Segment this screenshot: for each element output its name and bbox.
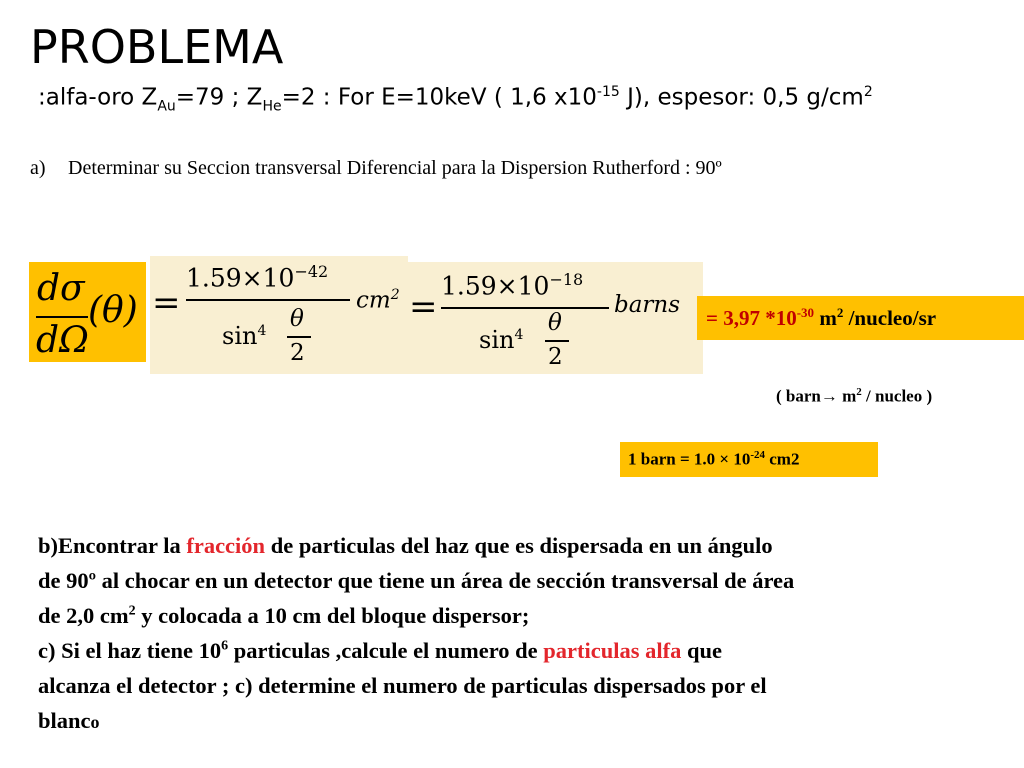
subtitle-sq: 2: [863, 84, 873, 100]
barn-note-close: / nucleo ): [861, 386, 933, 406]
item-a-marker: a): [30, 157, 46, 179]
part-c-line-2: alcanza el detector ; c) determine el numero de particulas dispersados por el: [38, 673, 767, 698]
formula-den1-two: 2: [290, 340, 305, 366]
formula-num2-mantissa: 1.59: [441, 271, 497, 301]
barn-box-suffix: cm: [765, 449, 791, 469]
formula-den2-half-line: [545, 340, 569, 342]
formula-lhs-fraction-line: [36, 316, 88, 318]
barn-note: [776, 386, 932, 407]
part-b-line-3-pre: de 2,0 cm: [38, 603, 129, 628]
formula-den2-theta: θ: [548, 310, 562, 336]
result-exp: -30: [796, 305, 815, 320]
formula-num1-mantissa: 1.59: [186, 263, 242, 293]
subtitle-au-sub: Au: [157, 98, 176, 115]
part-b-line-3: [38, 598, 1008, 633]
formula-den1-half-line: [287, 336, 311, 338]
part-b-line-1: [38, 528, 1008, 563]
formula-den1-pow: 4: [257, 323, 267, 339]
formula-theta-arg: (θ): [88, 290, 138, 331]
result-suffix: /nucleo/sr: [843, 306, 937, 330]
formula-den1-sin: [222, 322, 266, 350]
barn-note-open: ( barn→ m: [776, 386, 857, 406]
formula-num1-times: ×: [241, 263, 263, 293]
formula-d-omega: dΩ: [36, 320, 89, 361]
part-b-line-3-sq: 2: [128, 603, 136, 619]
part-c-line-1-exp: 6: [221, 638, 229, 654]
part-b-line-2: de 90º al chocar en un detector que tiene un área de sección transversal de área: [38, 568, 795, 593]
result-prefix: = 3,97 *10: [706, 306, 797, 330]
part-c-line-1: [38, 633, 1008, 668]
part-c-line-1-pre: c) Si el haz tiene 10: [38, 638, 222, 663]
part-b-text: [38, 528, 1008, 740]
barn-box-prefix: 1 barn = 1.0 × 10: [628, 449, 751, 469]
formula-d-sigma: dσ: [37, 268, 85, 309]
part-b-line-3-post: y colocada a 10 cm del bloque dispersor;: [135, 603, 530, 628]
formula-fraction-line-2: [441, 307, 609, 309]
formula-num2-exp: −18: [549, 270, 584, 289]
formula-den2-sin-label: sin: [479, 326, 515, 354]
barn-conversion-text: [628, 449, 799, 470]
formula-unit1-label: cm: [356, 287, 391, 314]
formula-num2: [441, 270, 583, 300]
subtitle-prefix: :alfa-oro Z: [38, 84, 158, 111]
subtitle-mid: J), espesor: 0,5 g/cm: [619, 84, 864, 111]
formula-equals-2: =: [409, 287, 438, 327]
result-unit-exp: 2: [836, 305, 844, 320]
subtitle-exp: -15: [596, 84, 620, 100]
highlight-fraccion: fracción: [186, 533, 266, 558]
formula-num1-exp: −42: [294, 262, 329, 281]
formula-num1-base: 10: [262, 263, 295, 293]
formula-unit1-exp: 2: [390, 287, 400, 303]
formula-num1: [186, 262, 328, 292]
part-c-line-3-main: blanc: [38, 708, 91, 733]
part-b-line-1-pre: b)Encontrar la: [38, 533, 187, 558]
part-c-line-3-last: o: [90, 712, 100, 732]
formula-equals-1: =: [152, 283, 181, 323]
formula-den1-sin-label: sin: [222, 322, 258, 350]
item-a: [30, 157, 722, 180]
formula-num2-times: ×: [496, 271, 518, 301]
formula-den2-pow: 4: [514, 327, 524, 343]
barn-box-exp: -24: [750, 449, 766, 461]
part-c-line-3: [38, 703, 1008, 740]
highlight-particulas-alfa: particulas alfa: [543, 638, 682, 663]
result-text: [706, 305, 936, 331]
subtitle-he-sub: He: [262, 98, 282, 115]
formula-den1-theta: θ: [290, 306, 304, 332]
formula-den2-sin: [479, 326, 523, 354]
result-unit: m: [814, 306, 837, 330]
subtitle-he-val: =2 : For E=10keV ( 1,6 x10: [281, 84, 597, 111]
barn-note-exp: 2: [856, 386, 862, 398]
formula-fraction-line-1: [186, 299, 350, 301]
formula-unit2: barns: [614, 292, 681, 318]
subtitle-au-val: =79 ; Z: [175, 84, 263, 111]
part-c-line-1-post: que: [681, 638, 723, 663]
formula-den2-two: 2: [548, 344, 563, 370]
page-title: PROBLEMA: [30, 20, 284, 74]
problem-subtitle: [38, 84, 873, 114]
part-c-line-1-mid: particulas ,calcule el numero de: [228, 638, 544, 663]
item-a-text: Determinar su Seccion transversal Diferencial para la Dispersion Rutherford : 90º: [68, 157, 722, 179]
part-b-line-1-post: de particulas del haz que es dispersada en un ángulo: [265, 533, 773, 558]
formula-num2-base: 10: [517, 271, 550, 301]
barn-box-sq: 2: [790, 449, 800, 469]
formula-unit1: [356, 287, 400, 314]
